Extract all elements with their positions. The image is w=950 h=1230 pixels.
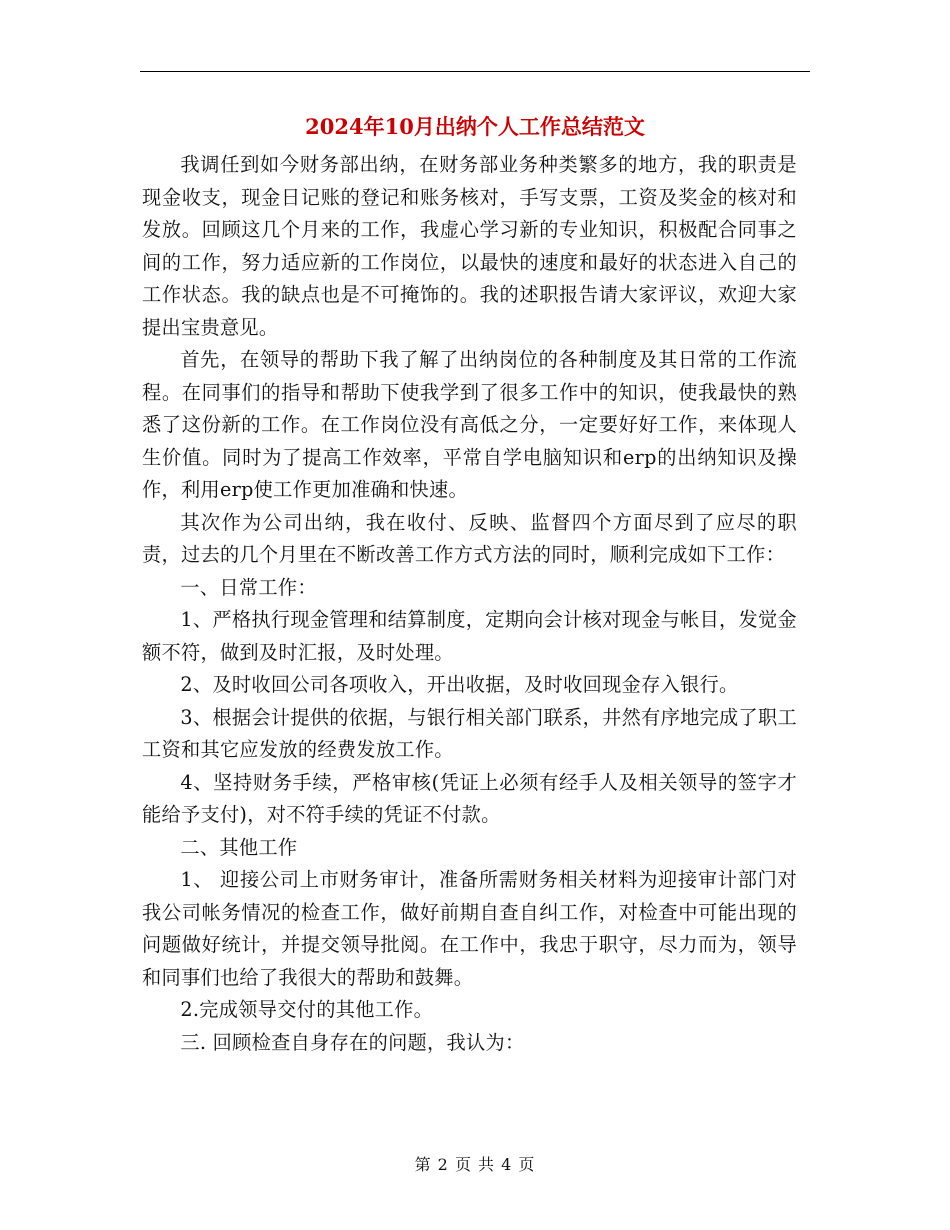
document-title: 2024年10月出纳个人工作总结范文 bbox=[305, 114, 645, 139]
section-heading-daily-work: 一、日常工作： bbox=[180, 575, 317, 599]
list-item-daily-1: 1、严格执行现金管理和结算制度，定期向会计核对现金与帐目，发觉金额不符，做到及时汇报，及时处理。 bbox=[142, 608, 798, 664]
paragraph-second: 其次作为公司出纳，我在收付、反映、监督四个方面尽到了应尽的职责，过去的几个月里在不断改善工作方式方法的同时，顺利完成如下工作： bbox=[142, 510, 797, 566]
paragraph-first: 首先，在领导的帮助下我了解了出纳岗位的各种制度及其日常的工作流程。在同事们的指导和帮助下使我学到了很多工作中的知识，使我最快的熟悉了这份新的工作。在工作岗位没有高低之分，一定要好好工作，来体现人生价值。同时为了提高工作效率，平常自学电脑知识和erp的出纳知识及操作，利用erp使工作更加准确和快速。 bbox=[142, 348, 797, 501]
section-heading-review: 三. 回顾检查自身存在的问题，我认为： bbox=[180, 1030, 525, 1054]
page-number: 第 2 页 共 4 页 bbox=[414, 1155, 536, 1174]
header-rule bbox=[140, 71, 810, 72]
list-item-daily-3: 3、根据会计提供的依据，与银行相关部门联系，井然有序地完成了职工工资和其它应发放的经费发放工作。 bbox=[142, 705, 798, 761]
list-item-other-2: 2.完成领导交付的其他工作。 bbox=[180, 998, 434, 1021]
list-item-daily-2: 2、及时收回公司各项收入，开出收据，及时收回现金存入银行。 bbox=[180, 673, 739, 696]
list-item-other-1: 1、 迎接公司上市财务审计，准备所需财务相关材料为迎接审计部门对我公司帐务情况的检查工作，做好前期自查自纠工作，对检查中可能出现的问题做好统计，并提交领导批阅。在工作中，我忠于职守，尽力而为，领导和同事们也给了我很大的帮助和鼓舞。 bbox=[142, 868, 797, 989]
document-body bbox=[142, 149, 797, 1059]
list-item-daily-4: 4、坚持财务手续，严格审核(凭证上必须有经手人及相关领导的签字才能给予支付)，对不符手续的凭证不付款。 bbox=[142, 770, 797, 826]
paragraph-intro: 我调任到如今财务部出纳，在财务部业务种类繁多的地方，我的职责是现金收支，现金日记账的登记和账务核对，手写支票，工资及奖金的核对和发放。回顾这几个月来的工作，我虚心学习新的专业知识，积极配合同事之间的工作，努力适应新的工作岗位，以最快的速度和最好的状态进入自己的工作状态。我的缺点也是不可掩饰的。我的述职报告请大家评议，欢迎大家提出宝贵意见。 bbox=[142, 153, 797, 339]
section-heading-other-work: 二、其他工作 bbox=[180, 835, 298, 859]
